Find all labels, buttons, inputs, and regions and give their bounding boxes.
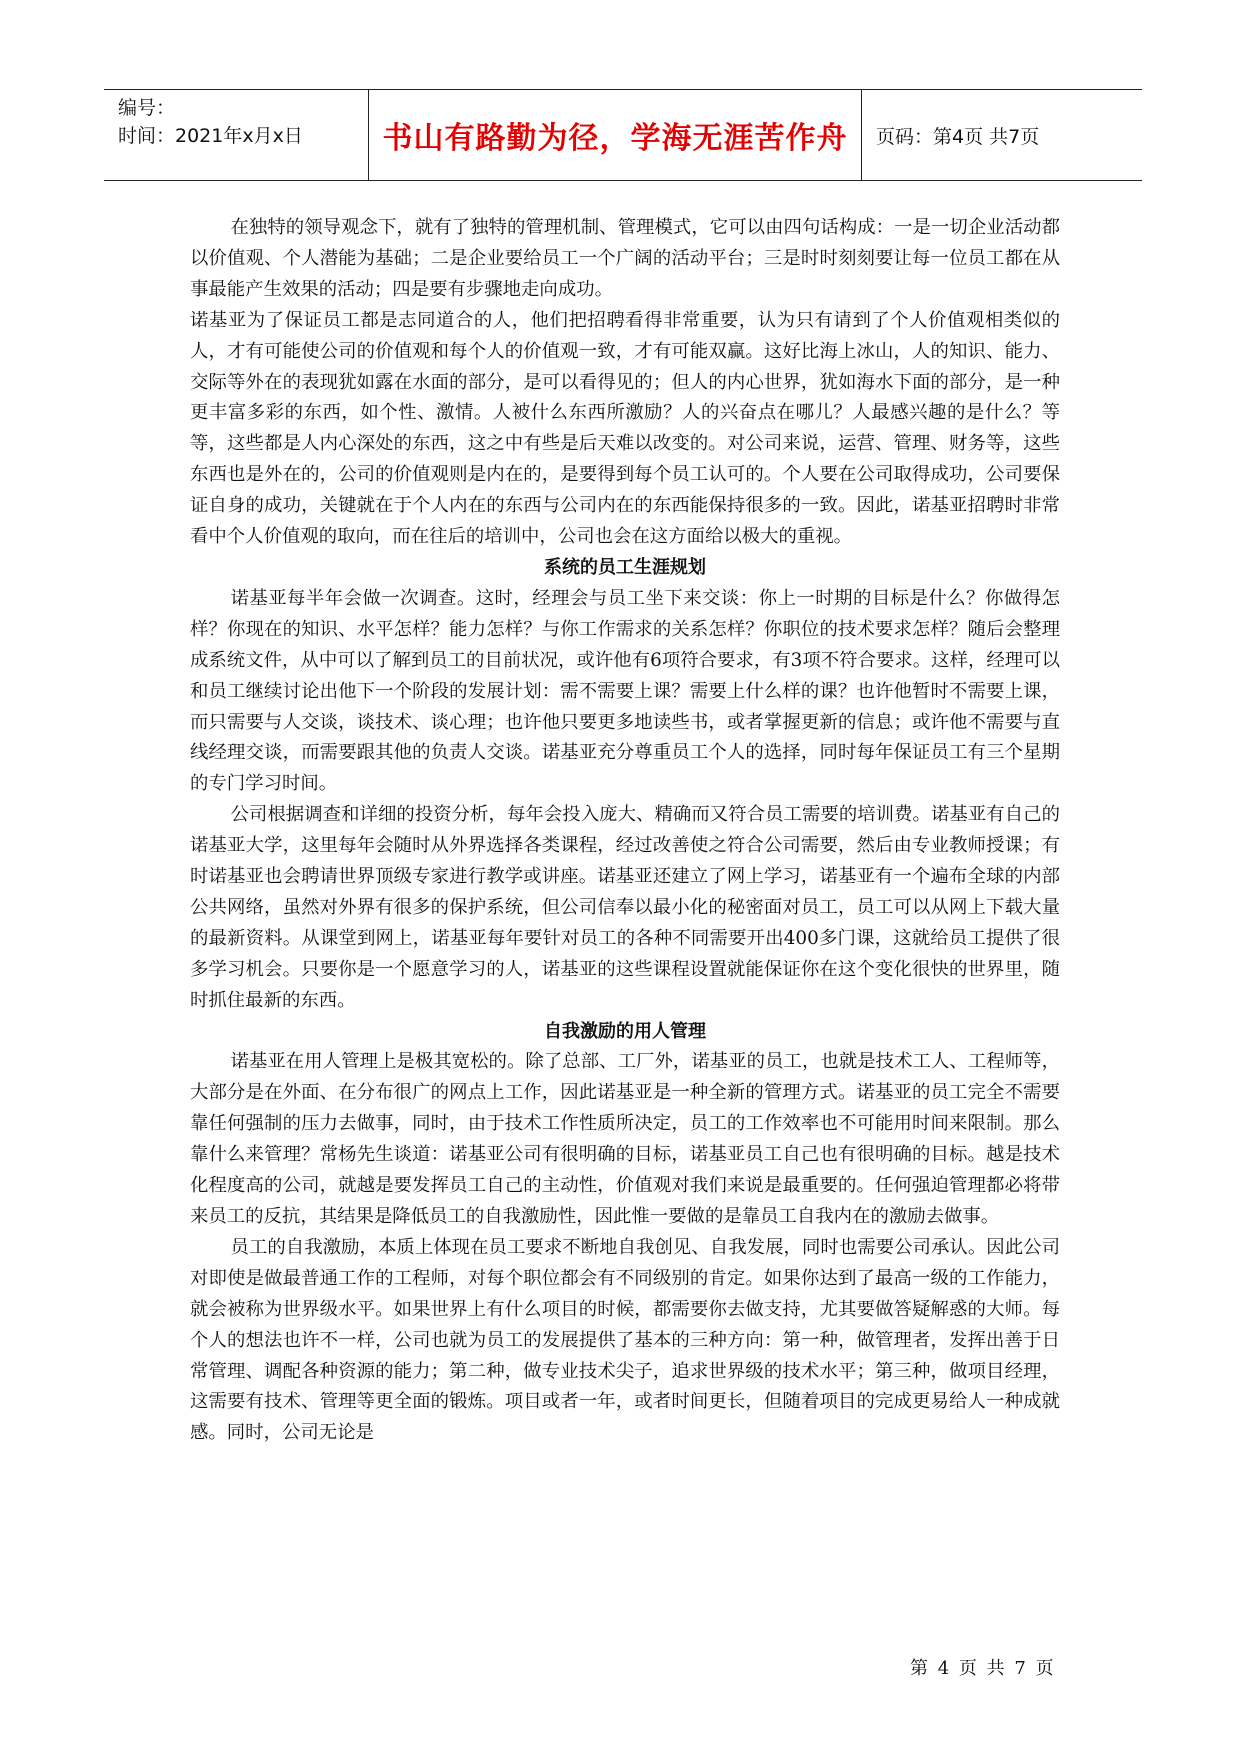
- page-header: [104, 89, 1142, 181]
- section-heading: 自我激励的用人管理: [544, 1020, 706, 1042]
- paragraph: 诺基亚为了保证员工都是志同道合的人，他们把招聘看得非常重要，认为只有请到了个人价值观相类似的人，才有可能使公司的价值观和每个人的价值观一致，才有可能双赢。这好比海上冰山，人的知识、能力、交际等外在的表现犹如露在水面的部分，是可以看得见的；但人的内心世界，犹如海水下面的部分，是一种更丰富多彩的东西，如个性、激情。人被什么东西所激励？人的兴奋点在哪儿？人最感兴趣的是什么？等等，这些都是人内心深处的东西，这之中有些是后天难以改变的。对公司来说，运营、管理、财务等，这些东西也是外在的，公司的价值观则是内在的，是要得到每个员工认可的。个人要在公司取得成功，公司要保证自身的成功，关键就在于个人内在的东西与公司内在的东西能保持很多的一致。因此，诺基亚招聘时非常看中个人价值观的取向，而在往后的培训中，公司也会在这方面给以极大的重视。: [190, 309, 1060, 548]
- paragraph: 诺基亚在用人管理上是极其宽松的。除了总部、工厂外，诺基亚的员工，也就是技术工人、工程师等，大部分是在外面、在分布很广的网点上工作，因此诺基亚是一种全新的管理方式。诺基亚的员工完全不需要靠任何强制的压力去做事，同时，由于技术工作性质所决定，员工的工作效率也不可能用时间来限制。那么靠什么来管理？常杨先生谈道：诺基亚公司有很明确的目标，诺基亚员工自己也有很明确的目标。越是技术化程度高的公司，就越是要发挥员工自己的主动性，价值观对我们来说是最重要的。任何强迫管理都必将带来员工的反抗，其结果是降低员工的自我激励性，因此惟一要做的是靠员工自我内在的激励去做事。: [190, 1051, 1060, 1227]
- paragraph: 员工的自我激励，本质上体现在员工要求不断地自我创见、自我发展，同时也需要公司承认。因此公司对即使是做最普通工作的工程师，对每个职位都会有不同级别的肯定。如果你达到了最高一级的工作能力，就会被称为世界级水平。如果世界上有什么项目的时候，都需要你去做支持，尤其要做答疑解惑的大师。每个人的想法也许不一样，公司也就为员工的发展提供了基本的三种方向：第一种，做管理者，发挥出善于日常管理、调配各种资源的能力；第二种，做专业技术尖子，追求世界级的技术水平；第三种，做项目经理，这需要有技术、管理等更全面的锻炼。项目或者一年，或者时间更长，但随着项目的完成更易给人一种成就感。同时，公司无论是: [190, 1236, 1060, 1444]
- header-meta: [104, 90, 369, 180]
- page-footer: 第 4 页 共 7 页: [910, 1658, 1056, 1679]
- header-motto: 书山有路勤为径，学海无涯苦作舟: [369, 90, 862, 180]
- document-body: [190, 213, 1060, 1449]
- paragraph: 在独特的领导观念下，就有了独特的管理机制、管理模式，它可以由四句话构成：一是一切企业活动都以价值观、个人潜能为基础；二是企业要给员工一个广阔的活动平台；三是时时刻刻要让每一位员工都在从事最能产生效果的活动；四是要有步骤地走向成功。: [190, 217, 1060, 300]
- paragraph: 诺基亚每半年会做一次调查。这时，经理会与员工坐下来交谈：你上一时期的目标是什么？你做得怎样？你现在的知识、水平怎样？能力怎样？与你工作需求的关系怎样？你职位的技术要求怎样？随后会整理成系统文件，从中可以了解到员工的目前状况，或许他有6项符合要求，有3项不符合要求。这样，经理可以和员工继续讨论出他下一个阶段的发展计划：需不需要上课？需要上什么样的课？也许他暂时不需要上课，而只需要与人交谈，谈技术、谈心理；也许他只要更多地读些书，或者掌握更新的信息；或许他不需要与直线经理交谈，而需要跟其他的负责人交谈。诺基亚充分尊重员工个人的选择，同时每年保证员工有三个星期的专门学习时间。: [190, 587, 1060, 795]
- header-page-info: 页码：第4页 共7页: [876, 125, 1040, 148]
- section-heading: 系统的员工生涯规划: [544, 556, 706, 578]
- document-number-label: 编号：: [118, 97, 176, 119]
- document-time-label: 时间：2021年x月x日: [118, 125, 303, 147]
- paragraph: 公司根据调查和详细的投资分析，每年会投入庞大、精确而又符合员工需要的培训费。诺基亚有自己的诺基亚大学，这里每年会随时从外界选择各类课程，经过改善使之符合公司需要，然后由专业教师授课；有时诺基亚也会聘请世界顶级专家进行教学或讲座。诺基亚还建立了网上学习，诺基亚有一个遍布全球的内部公共网络，虽然对外界有很多的保护系统，但公司信奉以最小化的秘密面对员工，员工可以从网上下载大量的最新资料。从课堂到网上，诺基亚每年要针对员工的各种不同需要开出400多门课，这就给员工提供了很多学习机会。只要你是一个愿意学习的人，诺基亚的这些课程设置就能保证你在这个变化很快的世界里，随时抓住最新的东西。: [190, 804, 1060, 1011]
